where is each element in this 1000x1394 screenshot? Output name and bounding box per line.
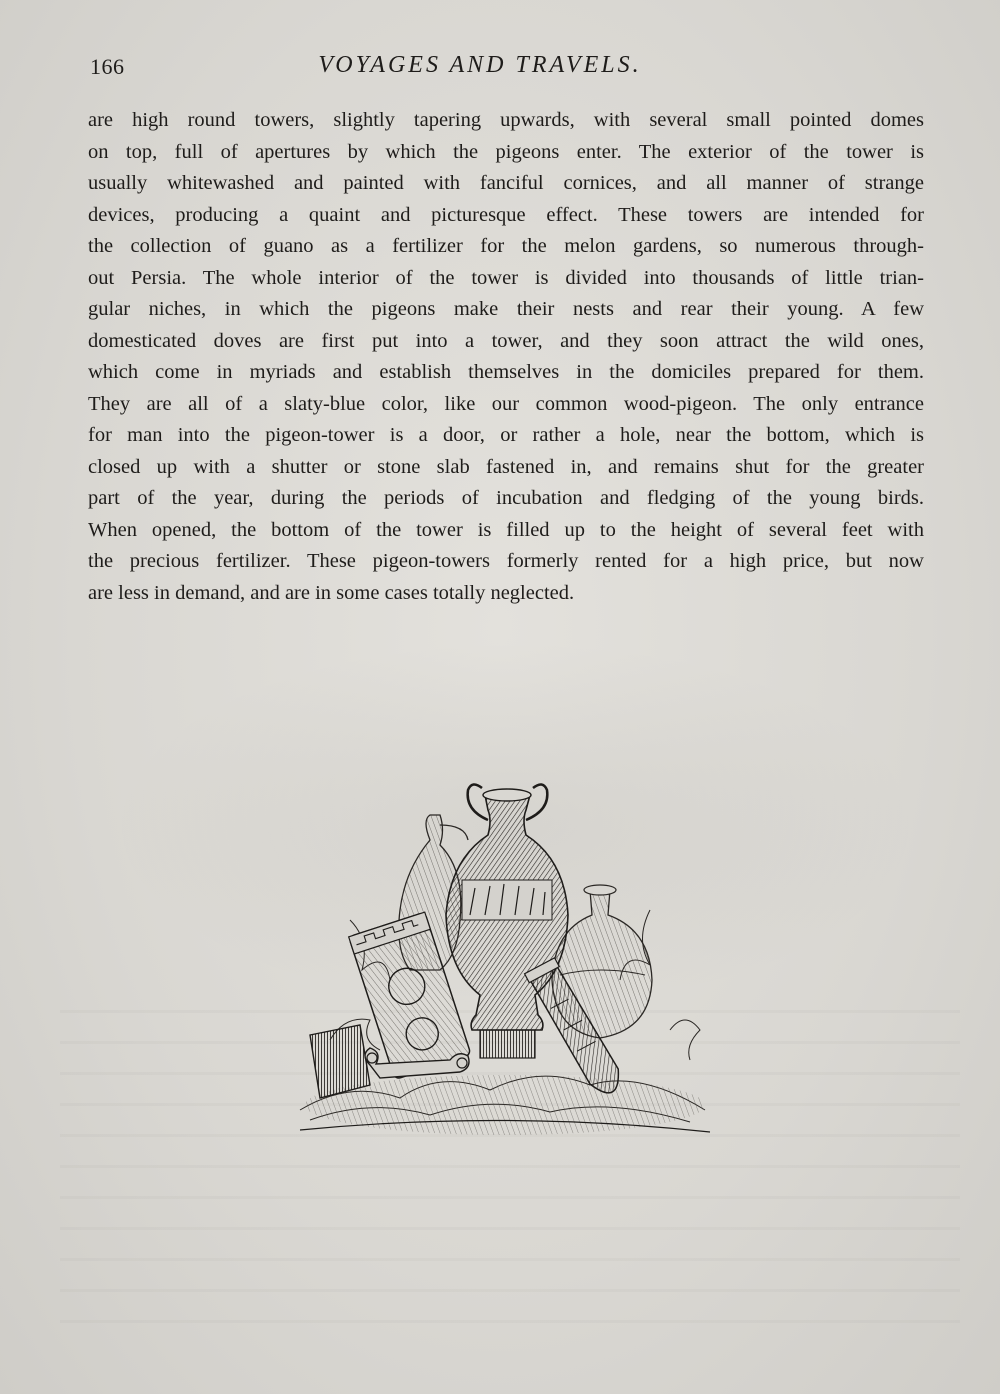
body-paragraph [88,105,924,609]
text-line: the precious fertilizer. These pigeon-towers formerly rented for a high price, but now [88,550,924,572]
running-title: VOYAGES AND TRAVELS. [318,52,642,78]
page-number: 166 [90,54,125,79]
text-line: are high round towers, slightly tapering upwards, with several small pointed domes [88,109,924,131]
text-line: closed up with a shutter or stone slab fastened in, and remains shut for the greater [88,455,924,478]
amphora-center [446,784,568,1058]
text-line: part of the year, during the periods of incubation and fledging of the young birds. [88,487,924,509]
text-line: are less in demand, and are in some cases totally neglected. [88,581,575,604]
text-line: domesticated doves are first put into a tower, and they soon attract the wild ones, [88,329,924,352]
text-line: out Persia. The whole interior of the tower is divided into thousands of little trian- [88,266,924,289]
vases-engraving [290,780,720,1150]
text-line: usually whitewashed and painted with fanciful cornices, and all manner of strange [88,172,924,194]
text-line: which come in myriads and establish themselves in the domiciles prepared for them. [88,361,924,383]
text-line: devices, producing a quaint and picturesque effect. These towers are intended for [88,203,924,226]
text-line: the collection of guano as a fertilizer for the melon gardens, so numerous through- [88,235,924,257]
text-line: They are all of a slaty-blue color, like our common wood-pigeon. The only entrance [88,392,924,415]
text-line: for man into the pigeon-tower is a door, or rather a hole, near the bottom, which is [88,424,924,446]
text-line: gular niches, in which the pigeons make their nests and rear their young. A few [88,298,924,320]
text-line: When opened, the bottom of the tower is filled up to the height of several feet with [88,518,924,541]
text-line: on top, full of apertures by which the pigeons enter. The exterior of the tower is [88,140,924,163]
running-header [90,52,920,84]
